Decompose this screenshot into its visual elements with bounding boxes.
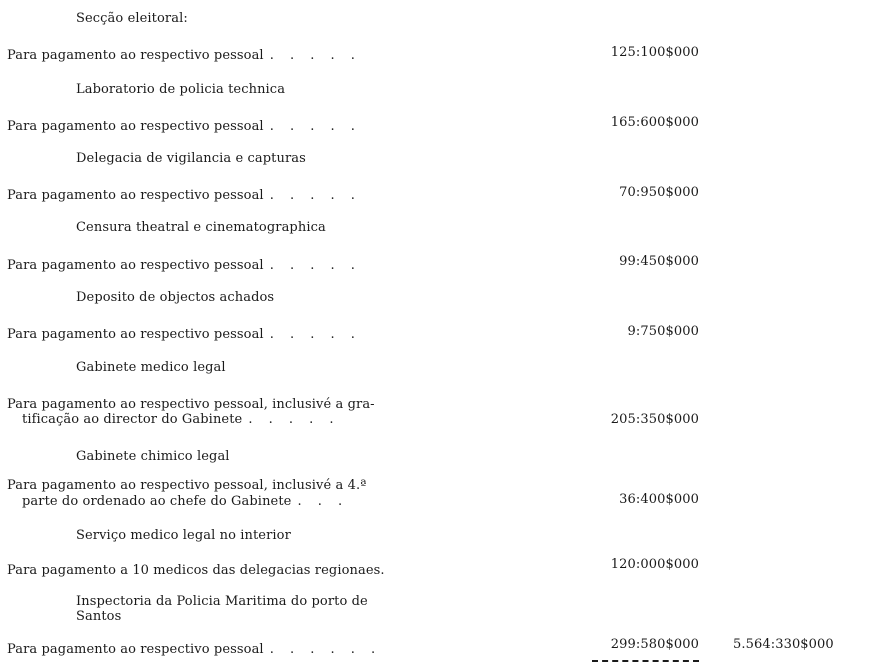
sum-rule xyxy=(592,660,699,662)
item-amount: 205:350$000 xyxy=(610,412,699,427)
grand-total: 5.564:330$000 xyxy=(733,637,834,652)
item-text: Para pagamento ao respectivo pessoal xyxy=(7,642,264,657)
item-description xyxy=(7,189,361,203)
item-text: parte do ordenado ao chefe do Gabinete xyxy=(22,494,292,509)
leader-dots: . . . xyxy=(297,494,349,509)
section-heading: Secção eleitoral: xyxy=(76,11,188,26)
item-description: Para pagamento ao respectivo pessoal, inclusivé a gra- xyxy=(7,397,375,412)
section-heading: Serviço medico legal no interior xyxy=(76,528,291,543)
item-description xyxy=(7,328,361,342)
item-description: Para pagamento a 10 medicos das delegacias regionaes. xyxy=(7,563,385,578)
item-amount: 36:400$000 xyxy=(619,492,699,507)
section-heading: Delegacia de vigilancia e capturas xyxy=(76,151,306,166)
item-amount: 299:580$000 xyxy=(610,637,699,652)
section-heading: Gabinete chimico legal xyxy=(76,449,230,464)
item-description xyxy=(7,120,361,134)
item-amount: 165:600$000 xyxy=(610,115,699,130)
item-text: Para pagamento ao respectivo pessoal xyxy=(7,119,264,134)
item-text: Para pagamento ao respectivo pessoal xyxy=(7,258,264,273)
item-description-continued xyxy=(22,495,348,509)
item-amount: 99:450$000 xyxy=(619,254,699,269)
item-description xyxy=(7,259,361,273)
item-amount: 9:750$000 xyxy=(627,324,699,339)
item-text: Para pagamento ao respectivo pessoal xyxy=(7,188,264,203)
section-heading: Gabinete medico legal xyxy=(76,360,226,375)
item-description xyxy=(7,643,381,657)
leader-dots: . . . . . xyxy=(269,119,361,134)
item-description: Para pagamento ao respectivo pessoal, inclusivé a 4.ª xyxy=(7,478,367,493)
item-description xyxy=(7,49,361,63)
item-text: tificação ao director do Gabinete xyxy=(22,412,243,427)
item-amount: 70:950$000 xyxy=(619,185,699,200)
leader-dots: . . . . . xyxy=(269,258,361,273)
item-text: Para pagamento ao respectivo pessoal xyxy=(7,327,264,342)
leader-dots: . . . . . xyxy=(269,48,361,63)
leader-dots: . . . . . xyxy=(248,412,340,427)
leader-dots: . . . . . xyxy=(269,327,361,342)
section-heading: Inspectoria da Policia Maritima do porto de xyxy=(76,594,368,609)
item-text: Para pagamento ao respectivo pessoal xyxy=(7,48,264,63)
leader-dots: . . . . . . xyxy=(269,642,382,657)
section-heading: Censura theatral e cinematographica xyxy=(76,220,326,235)
section-heading-continued: Santos xyxy=(76,609,122,624)
section-heading: Laboratorio de policia technica xyxy=(76,82,286,97)
item-amount: 120:000$000 xyxy=(610,557,699,572)
item-description-continued xyxy=(22,413,340,427)
leader-dots: . . . . . xyxy=(269,188,361,203)
section-heading: Deposito de objectos achados xyxy=(76,290,275,305)
item-amount: 125:100$000 xyxy=(610,45,699,60)
